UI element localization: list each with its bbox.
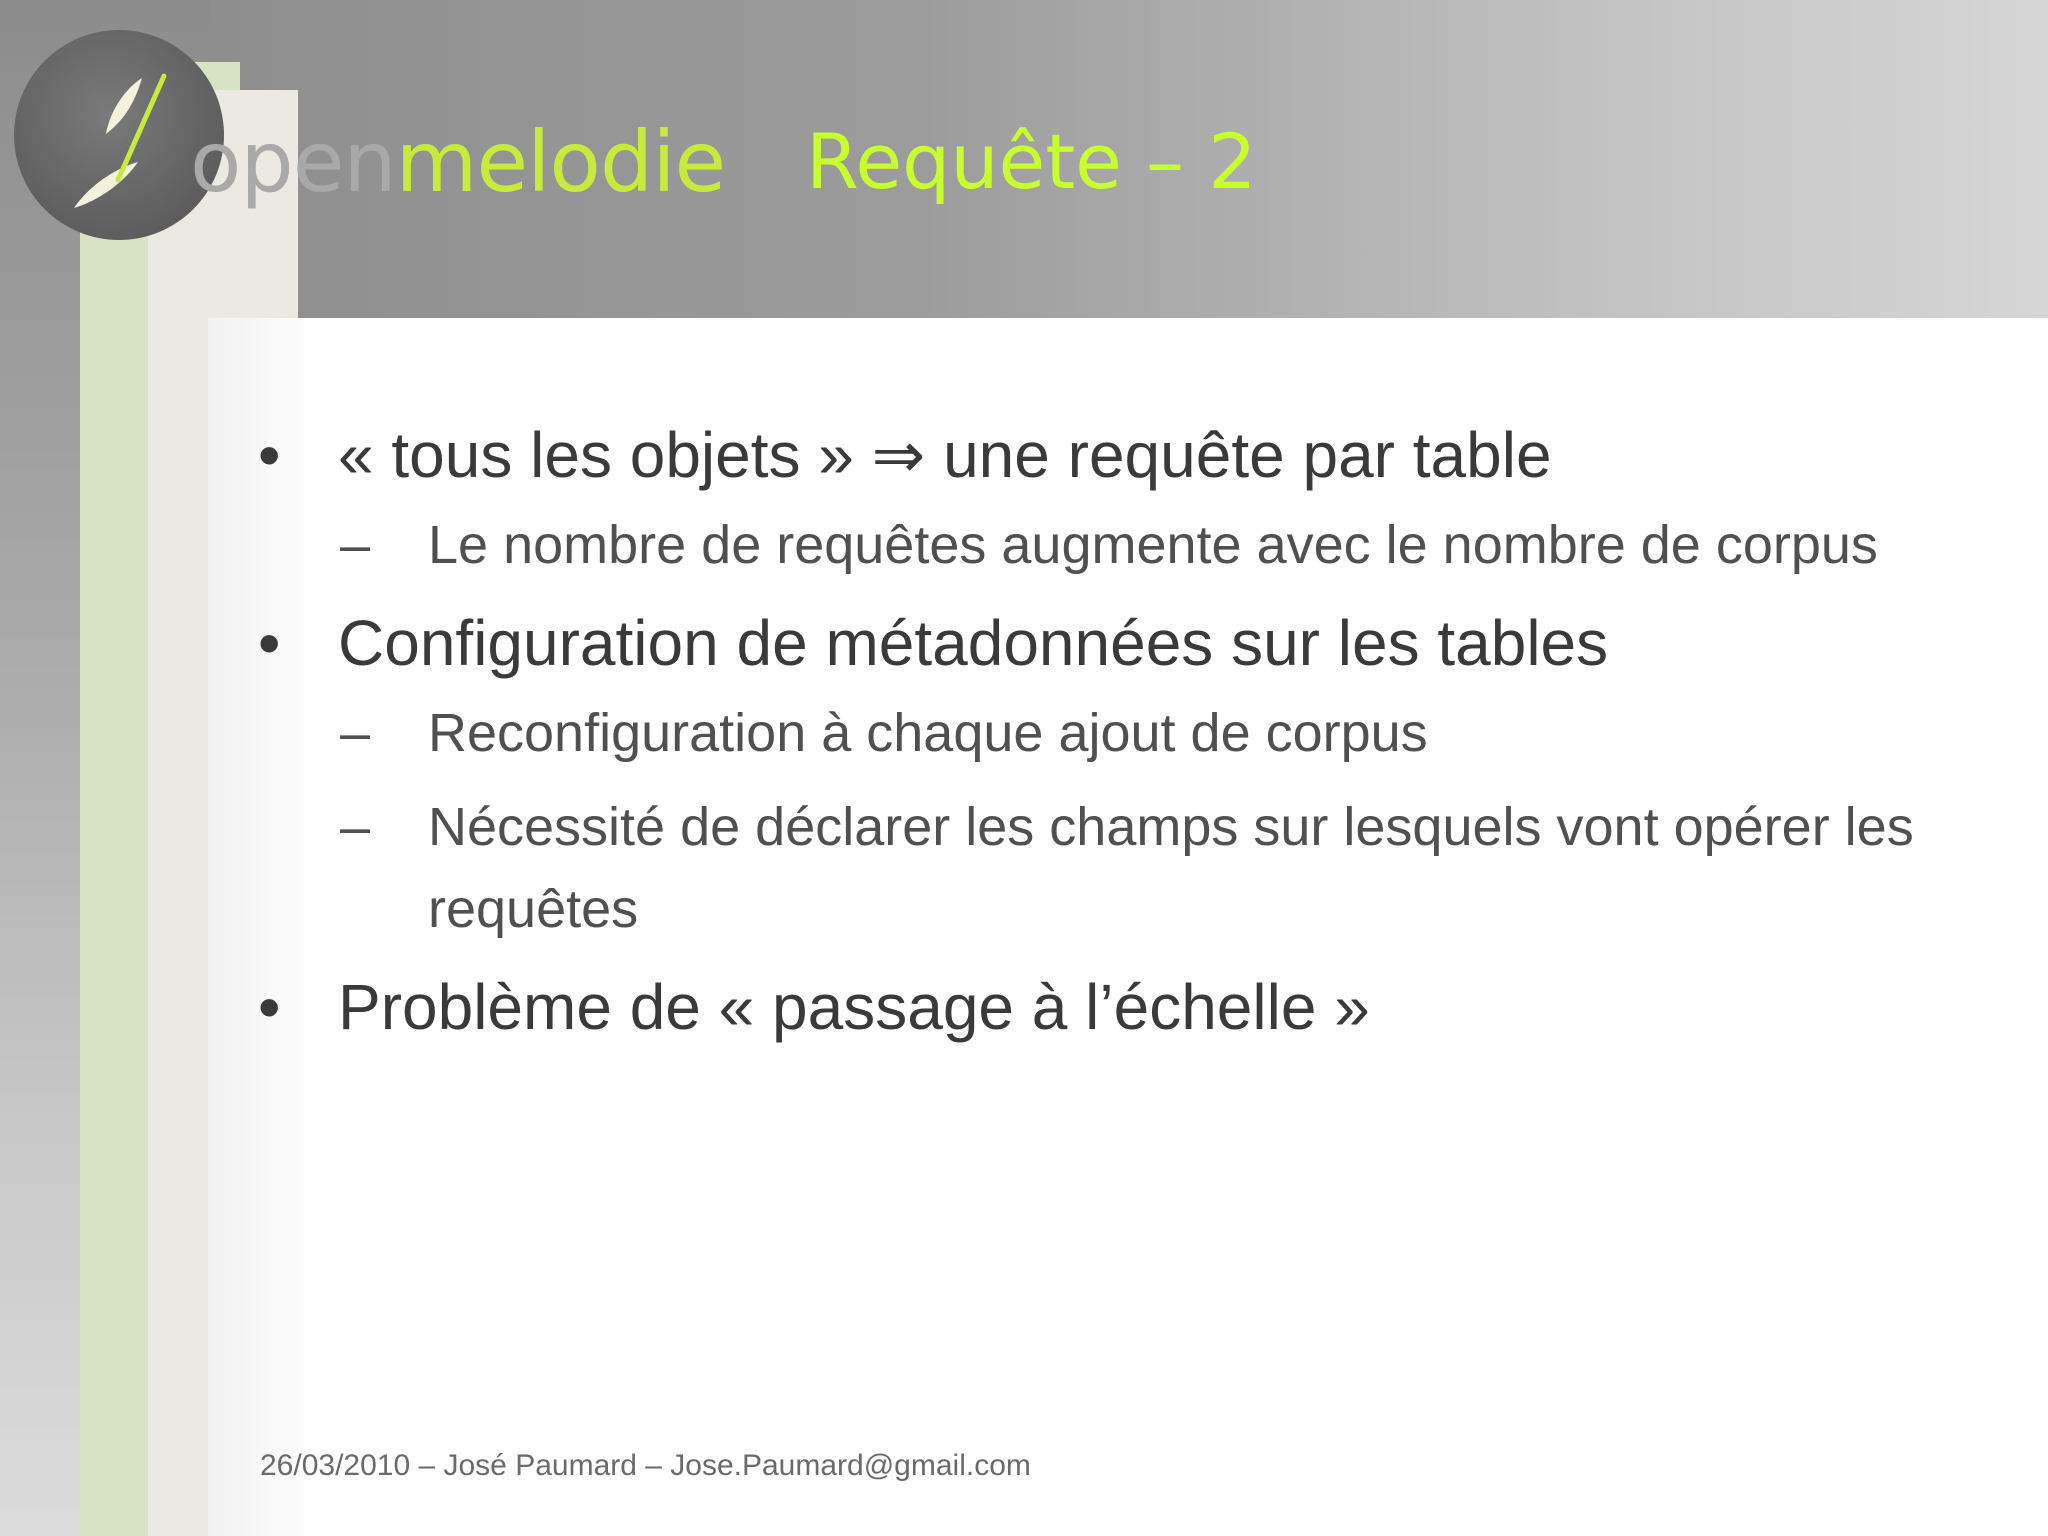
brand-logo-text: [190, 112, 725, 212]
bullet-item: [258, 962, 1958, 1052]
bullet-list: [258, 410, 1958, 1056]
sub-bullet-mark: –: [340, 797, 371, 857]
sub-bullet-item: [340, 786, 1958, 950]
brand-melodie: melodie: [395, 113, 726, 211]
slide-title: Requête – 2: [806, 117, 1257, 206]
footer-text: 26/03/2010 – José Paumard – Jose.Paumard@gmail.com: [260, 1449, 1031, 1482]
sub-bullet-text: Le nombre de requêtes augmente avec le nombre de corpus: [428, 515, 1878, 575]
sub-bullet-item: [340, 692, 1958, 774]
bullet-item: [258, 410, 1958, 500]
bullet-text: Configuration de métadonnées sur les tables: [338, 607, 1609, 679]
bullet-mark: •: [258, 971, 281, 1043]
bullet-mark: •: [258, 607, 281, 679]
brand-open: open: [190, 113, 396, 211]
bullet-text: Problème de « passage à l’échelle »: [338, 971, 1370, 1043]
bullet-text: « tous les objets » ⇒ une requête par table: [338, 419, 1552, 491]
bullet-item: [258, 598, 1958, 688]
sub-bullet-item: [340, 504, 1958, 586]
sub-bullet-text: Reconfiguration à chaque ajout de corpus: [428, 703, 1428, 763]
bullet-mark: •: [258, 419, 281, 491]
sub-bullet-mark: –: [340, 703, 371, 763]
sub-bullet-text: Nécessité de déclarer les champs sur lesquels vont opérer les requêtes: [428, 797, 1914, 939]
sub-bullet-mark: –: [340, 515, 371, 575]
